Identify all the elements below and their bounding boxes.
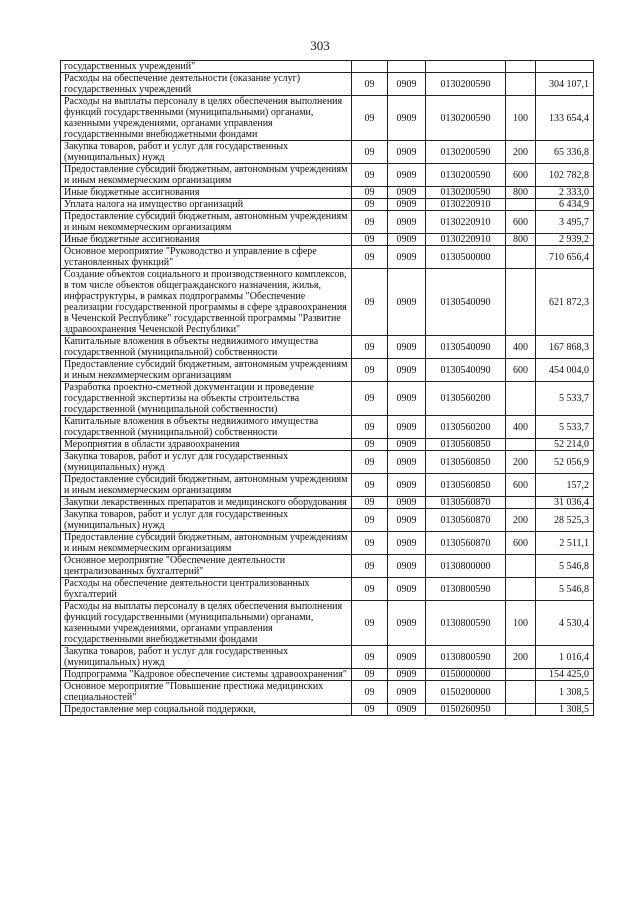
expense-name-cell: Расходы на обеспечение деятельности централизованных бухгалтерий xyxy=(61,578,352,601)
subsection-code-cell: 0909 xyxy=(388,246,426,269)
amount-cell: 28 525,3 xyxy=(536,509,594,532)
target-article-cell: 0130200590 xyxy=(426,96,506,141)
expense-type-cell xyxy=(506,382,536,416)
target-article-cell: 0130200590 xyxy=(426,141,506,164)
section-code-cell: 09 xyxy=(352,451,388,474)
table-row xyxy=(61,73,594,96)
table-row xyxy=(61,555,594,578)
expense-name-cell: Закупка товаров, работ и услуг для государственных (муниципальных) нужд xyxy=(61,141,352,164)
expense-name-cell: Предоставление мер социальной поддержки, xyxy=(61,704,352,716)
target-article-cell: 0150000000 xyxy=(426,669,506,681)
amount-cell: 1 308,5 xyxy=(536,681,594,704)
subsection-code-cell: 0909 xyxy=(388,164,426,187)
subsection-code-cell: 0909 xyxy=(388,474,426,497)
table-row xyxy=(61,451,594,474)
target-article-cell: 0130560200 xyxy=(426,416,506,439)
amount-cell: 157,2 xyxy=(536,474,594,497)
section-code-cell: 09 xyxy=(352,555,388,578)
section-code-cell: 09 xyxy=(352,96,388,141)
expense-name-cell: Создание объектов социального и производственного комплексов, в том числе объектов общегражданского назначения, жилья, инфраструктуры, в рамках подпрограммы "Обеспечение реализации государственной программы в сфере здравоохранения в Чеченской Республике" государственной программы "Развитие здравоохранения Чеченской Республики" xyxy=(61,269,352,336)
expense-type-cell xyxy=(506,555,536,578)
section-code-cell: 09 xyxy=(352,359,388,382)
target-article-cell: 0150200000 xyxy=(426,681,506,704)
expense-type-cell: 600 xyxy=(506,211,536,234)
target-article-cell: 0130200590 xyxy=(426,164,506,187)
expense-name-cell: Закупки лекарственных препаратов и медицинского оборудования xyxy=(61,497,352,509)
target-article-cell: 0130220910 xyxy=(426,211,506,234)
section-code-cell: 09 xyxy=(352,416,388,439)
expense-name-cell: Предоставление субсидий бюджетным, автономным учреждениям и иным некоммерческим организациям xyxy=(61,211,352,234)
subsection-code-cell: 0909 xyxy=(388,73,426,96)
expense-name-cell: Предоставление субсидий бюджетным, автономным учреждениям и иным некоммерческим организациям xyxy=(61,532,352,555)
expense-type-cell: 100 xyxy=(506,601,536,646)
table-row xyxy=(61,61,594,73)
expense-name-cell: Капитальные вложения в объекты недвижимого имущества государственной (муниципальной) собственности xyxy=(61,416,352,439)
amount-cell: 710 656,4 xyxy=(536,246,594,269)
target-article-cell: 0130540090 xyxy=(426,336,506,359)
section-code-cell xyxy=(352,61,388,73)
amount-cell: 52 056,9 xyxy=(536,451,594,474)
section-code-cell: 09 xyxy=(352,187,388,199)
subsection-code-cell xyxy=(388,61,426,73)
subsection-code-cell: 0909 xyxy=(388,646,426,669)
table-row xyxy=(61,234,594,246)
expense-type-cell xyxy=(506,269,536,336)
expense-type-cell: 600 xyxy=(506,474,536,497)
target-article-cell: 0130800590 xyxy=(426,601,506,646)
table-row xyxy=(61,439,594,451)
table-row xyxy=(61,669,594,681)
section-code-cell: 09 xyxy=(352,199,388,211)
expense-type-cell: 100 xyxy=(506,96,536,141)
expense-type-cell: 800 xyxy=(506,234,536,246)
target-article-cell: 0130200590 xyxy=(426,73,506,96)
expense-type-cell: 200 xyxy=(506,646,536,669)
subsection-code-cell: 0909 xyxy=(388,439,426,451)
table-row xyxy=(61,336,594,359)
budget-table xyxy=(60,60,594,716)
subsection-code-cell: 0909 xyxy=(388,497,426,509)
section-code-cell: 09 xyxy=(352,141,388,164)
page-number: 303 xyxy=(310,38,330,53)
expense-name-cell: Предоставление субсидий бюджетным, автономным учреждениям и иным некоммерческим организациям xyxy=(61,359,352,382)
expense-name-cell: Закупка товаров, работ и услуг для государственных (муниципальных) нужд xyxy=(61,509,352,532)
expense-type-cell: 200 xyxy=(506,509,536,532)
amount-cell: 454 004,0 xyxy=(536,359,594,382)
table-row xyxy=(61,246,594,269)
expense-type-cell xyxy=(506,669,536,681)
section-code-cell: 09 xyxy=(352,439,388,451)
expense-type-cell: 600 xyxy=(506,532,536,555)
subsection-code-cell: 0909 xyxy=(388,141,426,164)
target-article-cell: 0130220910 xyxy=(426,199,506,211)
table-row xyxy=(61,474,594,497)
section-code-cell: 09 xyxy=(352,578,388,601)
table-row xyxy=(61,211,594,234)
expense-name-cell: государственных учреждений" xyxy=(61,61,352,73)
expense-name-cell: Предоставление субсидий бюджетным, автономным учреждениям и иным некоммерческим организациям xyxy=(61,164,352,187)
section-code-cell: 09 xyxy=(352,73,388,96)
amount-cell: 5 546,8 xyxy=(536,578,594,601)
expense-name-cell: Иные бюджетные ассигнования xyxy=(61,234,352,246)
target-article-cell: 0130800000 xyxy=(426,555,506,578)
table-row xyxy=(61,704,594,716)
expense-type-cell xyxy=(506,497,536,509)
subsection-code-cell: 0909 xyxy=(388,187,426,199)
subsection-code-cell: 0909 xyxy=(388,704,426,716)
expense-type-cell: 600 xyxy=(506,164,536,187)
table-row xyxy=(61,96,594,141)
expense-type-cell: 400 xyxy=(506,416,536,439)
subsection-code-cell: 0909 xyxy=(388,669,426,681)
subsection-code-cell: 0909 xyxy=(388,578,426,601)
subsection-code-cell: 0909 xyxy=(388,681,426,704)
target-article-cell: 0130560870 xyxy=(426,532,506,555)
table-row xyxy=(61,269,594,336)
expense-type-cell: 600 xyxy=(506,359,536,382)
amount-cell: 2 333,0 xyxy=(536,187,594,199)
table-row xyxy=(61,187,594,199)
section-code-cell: 09 xyxy=(352,509,388,532)
subsection-code-cell: 0909 xyxy=(388,601,426,646)
amount-cell: 621 872,3 xyxy=(536,269,594,336)
expense-type-cell: 200 xyxy=(506,141,536,164)
section-code-cell: 09 xyxy=(352,246,388,269)
table-row xyxy=(61,416,594,439)
amount-cell: 102 782,8 xyxy=(536,164,594,187)
target-article-cell: 0130220910 xyxy=(426,234,506,246)
section-code-cell: 09 xyxy=(352,669,388,681)
target-article-cell: 0130200590 xyxy=(426,187,506,199)
expense-type-cell xyxy=(506,439,536,451)
amount-cell: 133 654,4 xyxy=(536,96,594,141)
table-row xyxy=(61,199,594,211)
expense-type-cell xyxy=(506,704,536,716)
table-row xyxy=(61,578,594,601)
expense-type-cell: 200 xyxy=(506,451,536,474)
amount-cell: 2 939,2 xyxy=(536,234,594,246)
target-article-cell: 0130500000 xyxy=(426,246,506,269)
target-article-cell: 0130560850 xyxy=(426,439,506,451)
subsection-code-cell: 0909 xyxy=(388,199,426,211)
amount-cell xyxy=(536,61,594,73)
budget-table-body xyxy=(61,61,594,716)
amount-cell: 2 511,1 xyxy=(536,532,594,555)
amount-cell: 1 308,5 xyxy=(536,704,594,716)
section-code-cell: 09 xyxy=(352,234,388,246)
subsection-code-cell: 0909 xyxy=(388,451,426,474)
amount-cell: 154 425,0 xyxy=(536,669,594,681)
table-row xyxy=(61,509,594,532)
expense-type-cell: 400 xyxy=(506,336,536,359)
amount-cell: 304 107,1 xyxy=(536,73,594,96)
target-article-cell: 0130560870 xyxy=(426,497,506,509)
section-code-cell: 09 xyxy=(352,646,388,669)
subsection-code-cell: 0909 xyxy=(388,555,426,578)
amount-cell: 5 533,7 xyxy=(536,382,594,416)
subsection-code-cell: 0909 xyxy=(388,211,426,234)
table-row xyxy=(61,359,594,382)
table-row xyxy=(61,164,594,187)
amount-cell: 6 434,9 xyxy=(536,199,594,211)
expense-type-cell xyxy=(506,73,536,96)
amount-cell: 167 868,3 xyxy=(536,336,594,359)
expense-name-cell: Расходы на выплаты персоналу в целях обеспечения выполнения функций государственными (муниципальными) органами, казенными учреждениями, органами управления государственными внебюджетными фондами xyxy=(61,96,352,141)
target-article-cell: 0130560850 xyxy=(426,451,506,474)
target-article-cell: 0130560870 xyxy=(426,509,506,532)
subsection-code-cell: 0909 xyxy=(388,509,426,532)
table-row xyxy=(61,646,594,669)
expense-name-cell: Закупка товаров, работ и услуг для государственных (муниципальных) нужд xyxy=(61,646,352,669)
expense-name-cell: Предоставление субсидий бюджетным, автономным учреждениям и иным некоммерческим организациям xyxy=(61,474,352,497)
subsection-code-cell: 0909 xyxy=(388,359,426,382)
subsection-code-cell: 0909 xyxy=(388,416,426,439)
expense-name-cell: Основное мероприятие "Обеспечение деятельности централизованных бухгалтерий" xyxy=(61,555,352,578)
target-article-cell: 0130540090 xyxy=(426,269,506,336)
target-article-cell: 0130800590 xyxy=(426,646,506,669)
section-code-cell: 09 xyxy=(352,704,388,716)
expense-name-cell: Разработка проектно-сметной документации и проведение государственной экспертизы на объекты строительства государственной (муниципальной собственности) xyxy=(61,382,352,416)
subsection-code-cell: 0909 xyxy=(388,269,426,336)
amount-cell: 5 533,7 xyxy=(536,416,594,439)
section-code-cell: 09 xyxy=(352,382,388,416)
amount-cell: 5 546,8 xyxy=(536,555,594,578)
target-article-cell: 0130560200 xyxy=(426,382,506,416)
subsection-code-cell: 0909 xyxy=(388,532,426,555)
table-row xyxy=(61,382,594,416)
expense-type-cell xyxy=(506,246,536,269)
subsection-code-cell: 0909 xyxy=(388,96,426,141)
expense-type-cell xyxy=(506,681,536,704)
expense-name-cell: Уплата налога на имущество организаций xyxy=(61,199,352,211)
section-code-cell: 09 xyxy=(352,474,388,497)
section-code-cell: 09 xyxy=(352,497,388,509)
subsection-code-cell: 0909 xyxy=(388,382,426,416)
expense-name-cell: Мероприятия в области здравоохранения xyxy=(61,439,352,451)
target-article-cell: 0130540090 xyxy=(426,359,506,382)
table-row xyxy=(61,497,594,509)
table-row xyxy=(61,532,594,555)
expense-name-cell: Основное мероприятие "Повышение престижа медицинских специальностей" xyxy=(61,681,352,704)
target-article-cell xyxy=(426,61,506,73)
expense-type-cell xyxy=(506,578,536,601)
section-code-cell: 09 xyxy=(352,269,388,336)
section-code-cell: 09 xyxy=(352,164,388,187)
expense-type-cell xyxy=(506,61,536,73)
section-code-cell: 09 xyxy=(352,336,388,359)
section-code-cell: 09 xyxy=(352,681,388,704)
table-row xyxy=(61,141,594,164)
expense-name-cell: Расходы на выплаты персоналу в целях обеспечения выполнения функций государственными (муниципальными) органами, казенными учреждениями, органами управления государственными внебюджетными фондами xyxy=(61,601,352,646)
expense-type-cell xyxy=(506,199,536,211)
expense-name-cell: Закупка товаров, работ и услуг для государственных (муниципальных) нужд xyxy=(61,451,352,474)
subsection-code-cell: 0909 xyxy=(388,234,426,246)
amount-cell: 1 016,4 xyxy=(536,646,594,669)
amount-cell: 4 530,4 xyxy=(536,601,594,646)
target-article-cell: 0130560850 xyxy=(426,474,506,497)
table-row xyxy=(61,601,594,646)
table-row xyxy=(61,681,594,704)
expense-name-cell: Иные бюджетные ассигнования xyxy=(61,187,352,199)
amount-cell: 52 214,0 xyxy=(536,439,594,451)
target-article-cell: 0130800590 xyxy=(426,578,506,601)
amount-cell: 65 336,8 xyxy=(536,141,594,164)
section-code-cell: 09 xyxy=(352,211,388,234)
section-code-cell: 09 xyxy=(352,601,388,646)
expense-name-cell: Капитальные вложения в объекты недвижимого имущества государственной (муниципальной) собственности xyxy=(61,336,352,359)
expense-name-cell: Расходы на обеспечение деятельности (оказание услуг) государственных учреждений xyxy=(61,73,352,96)
amount-cell: 3 495,7 xyxy=(536,211,594,234)
target-article-cell: 0150260950 xyxy=(426,704,506,716)
subsection-code-cell: 0909 xyxy=(388,336,426,359)
section-code-cell: 09 xyxy=(352,532,388,555)
expense-name-cell: Основное мероприятие "Руководство и управление в сфере установленных функций" xyxy=(61,246,352,269)
expense-type-cell: 800 xyxy=(506,187,536,199)
amount-cell: 31 036,4 xyxy=(536,497,594,509)
expense-name-cell: Подпрограмма "Кадровое обеспечение системы здравоохранения" xyxy=(61,669,352,681)
